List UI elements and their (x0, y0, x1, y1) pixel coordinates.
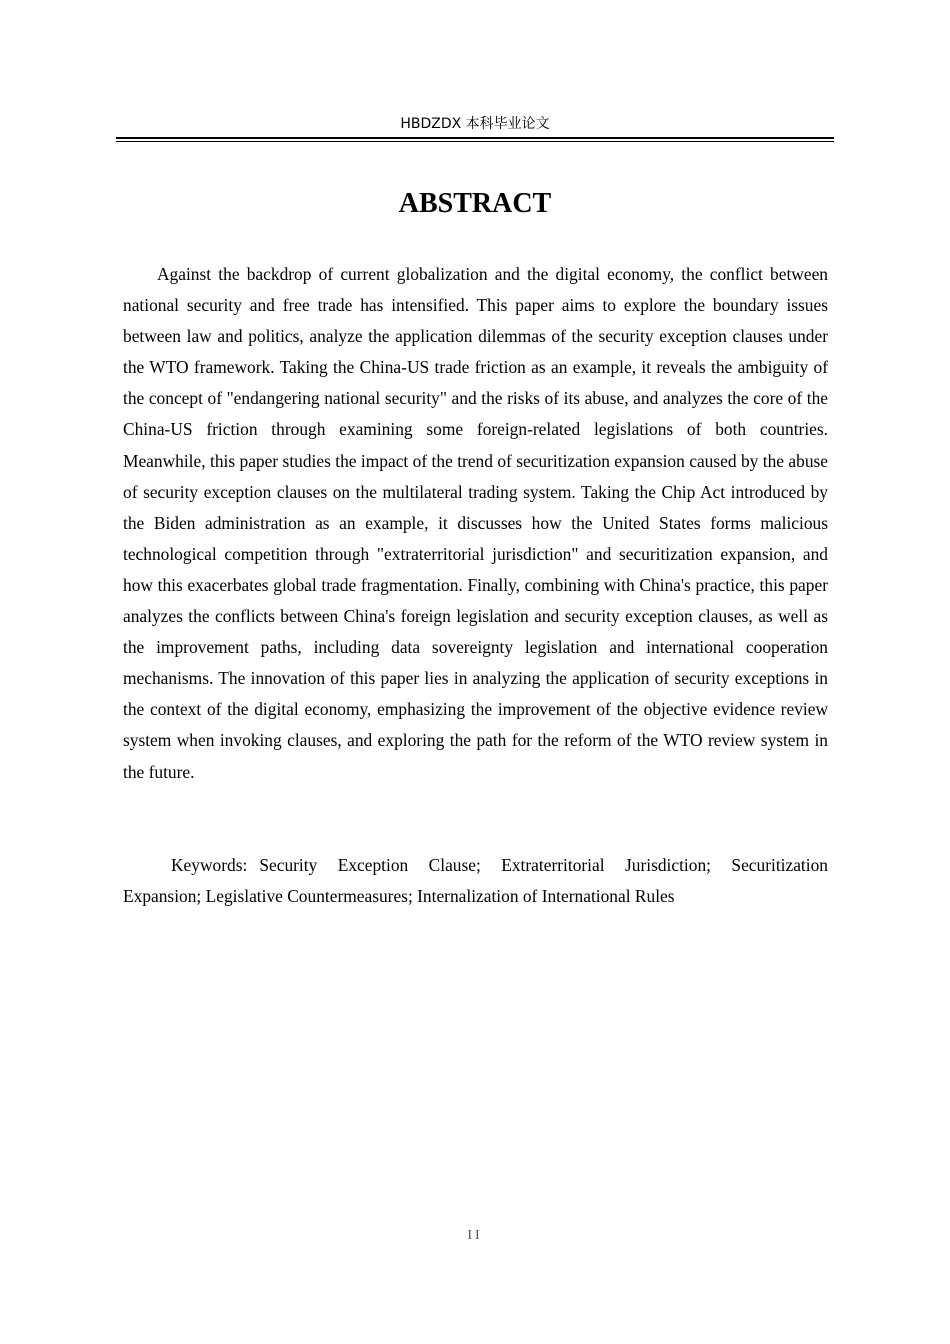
abstract-body: Against the backdrop of current globalization and the digital economy, the conflict between national security and free trade has intensified. This paper aims to explore the boundary issues between law and politics, analyze the application dilemmas of the security exception clauses under the WTO framework. Taking the China-US trade friction as an example, it reveals the ambiguity of the concept of "endangering national security" and the risks of its abuse, and analyzes the core of the China-US friction through examining some foreign-related legislations of both countries. Meanwhile, this paper studies the impact of the trend of securitization expansion caused by the abuse of security exception clauses on the multilateral trading system. Taking the Chip Act introduced by the Biden administration as an example, it discusses how the United States forms malicious technological competition through "extraterritorial jurisdiction" and securitization expansion, and how this exacerbates global trade fragmentation. Finally, combining with China's practice, this paper analyzes the conflicts between China's foreign legislation and security exception clauses, as well as the improvement paths, including data sovereignty legislation and international cooperation mechanisms. The innovation of this paper lies in analyzing the application of security exceptions in the context of the digital economy, emphasizing the improvement of the objective evidence review system when invoking clauses, and exploring the path for the reform of the WTO review system in the future. (123, 264, 828, 782)
header-rule-thin (116, 141, 834, 142)
keywords-label: Keywords: (171, 855, 248, 875)
running-header: HBDZDX 本科毕业论文 (400, 116, 550, 132)
abstract-title: ABSTRACT (398, 188, 552, 219)
header-rule-thick (116, 137, 834, 139)
keywords-text: Security Exception Clause; Extraterritorial Jurisdiction; Securitization Expansion; Legislative Countermeasures; Internalization of International Rules (123, 855, 828, 907)
keywords-paragraph (123, 850, 828, 912)
page-number: II (467, 1228, 483, 1243)
